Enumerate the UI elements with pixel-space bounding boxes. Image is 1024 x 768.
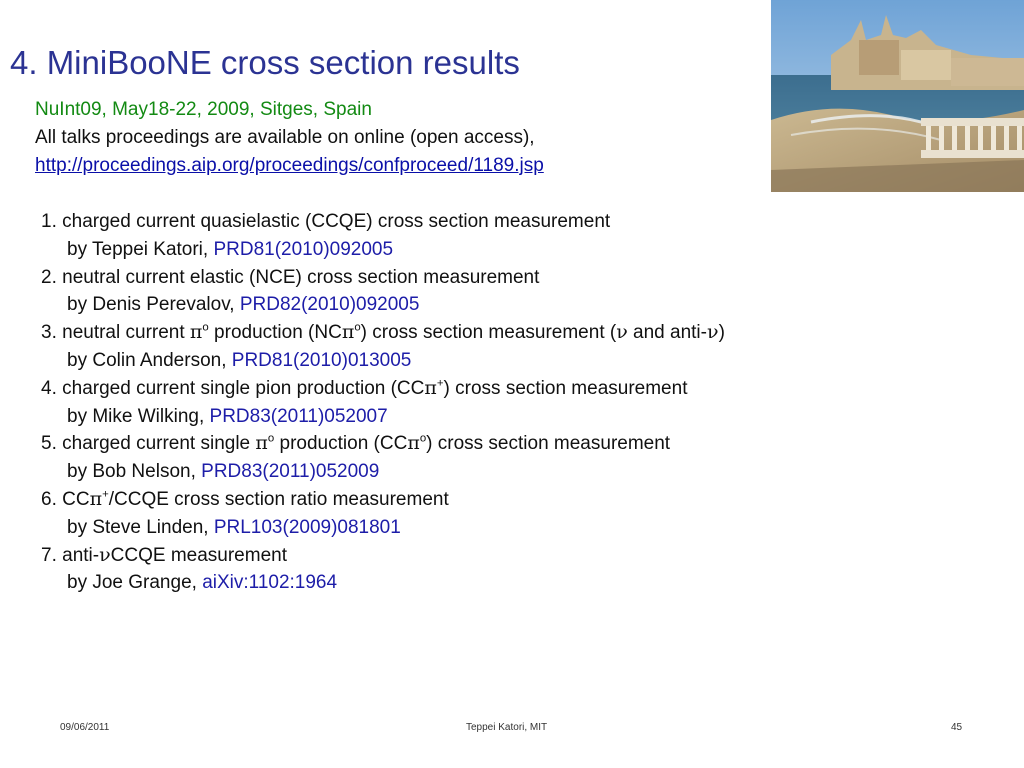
list-item-author: by Mike Wilking, PRD83(2011)052007: [67, 405, 388, 427]
pi-symbol: π: [341, 321, 355, 344]
pi-symbol: π: [89, 487, 103, 510]
reference-link[interactable]: aiXiv:1102:1964: [202, 572, 338, 594]
slide-title: 4. MiniBooNE cross section results: [10, 44, 520, 81]
beach-photo-image: [771, 0, 1024, 192]
list-item: 4. charged current single pion production (CCπ+) cross section measurement: [41, 376, 688, 399]
reference-link[interactable]: PRD81(2010)092005: [213, 238, 394, 260]
nu-symbol: ν: [99, 543, 111, 566]
list-item-author: by Colin Anderson, PRD81(2010)013005: [67, 349, 412, 371]
list-item: 6. CCπ+/CCQE cross section ratio measurement: [41, 487, 449, 510]
list-item: 3. neutral current $\pi^o$ production (NCπ$^o$) cross section measurement (ν and anti-ν): [41, 321, 725, 344]
reference-link[interactable]: PRD82(2010)092005: [239, 294, 420, 316]
list-item-author: by Teppei Katori, PRD81(2010)092005: [67, 238, 394, 260]
reference-link[interactable]: PRD83(2011)052007: [209, 405, 388, 427]
list-item-author: by Bob Nelson, PRD83(2011)052009: [67, 461, 380, 483]
list-item: 1. charged current quasielastic (CCQE) cross section measurement: [41, 211, 611, 232]
sitges-beach-photo: [771, 0, 1024, 192]
reference-link[interactable]: PRL103(2009)081801: [213, 516, 401, 538]
footer-date: 09/06/2011: [60, 722, 110, 733]
list-item-author: by Denis Perevalov, PRD82(2010)092005: [67, 294, 420, 316]
list-item: 7. anti-νCCQE measurement: [41, 543, 287, 566]
pi-symbol: π: [424, 376, 437, 399]
proceedings-link[interactable]: http://proceedings.aip.org/proceedings/confproceed/1189.jsp: [35, 155, 544, 176]
reference-link[interactable]: PRD81(2010)013005: [231, 349, 412, 371]
pi-symbol: π: [255, 432, 268, 455]
conference-name: NuInt09, May18-22, 2009, Sitges, Spain: [35, 99, 372, 120]
results-list: [41, 208, 725, 597]
reference-link[interactable]: PRD83(2011)052009: [201, 461, 380, 483]
page-number: 45: [951, 722, 963, 733]
nu-symbol: ν: [616, 321, 628, 344]
list-item: 2. neutral current elastic (NCE) cross section measurement: [41, 266, 540, 288]
conference-info: [35, 96, 544, 180]
proceedings-note: All talks proceedings are available on online (open access),: [35, 127, 535, 148]
footer-author: Teppei Katori, MIT: [466, 722, 548, 733]
list-item-author: by Steve Linden, PRL103(2009)081801: [67, 516, 401, 538]
nu-symbol: ν: [707, 321, 719, 344]
pi-symbol: π: [407, 432, 420, 455]
list-item-author: by Joe Grange, aiXiv:1102:1964: [67, 572, 338, 594]
pi-symbol: π: [189, 321, 203, 344]
list-item: 5. charged current single $\pi^o$ production (CCπ$^o$) cross section measurement: [41, 432, 671, 455]
